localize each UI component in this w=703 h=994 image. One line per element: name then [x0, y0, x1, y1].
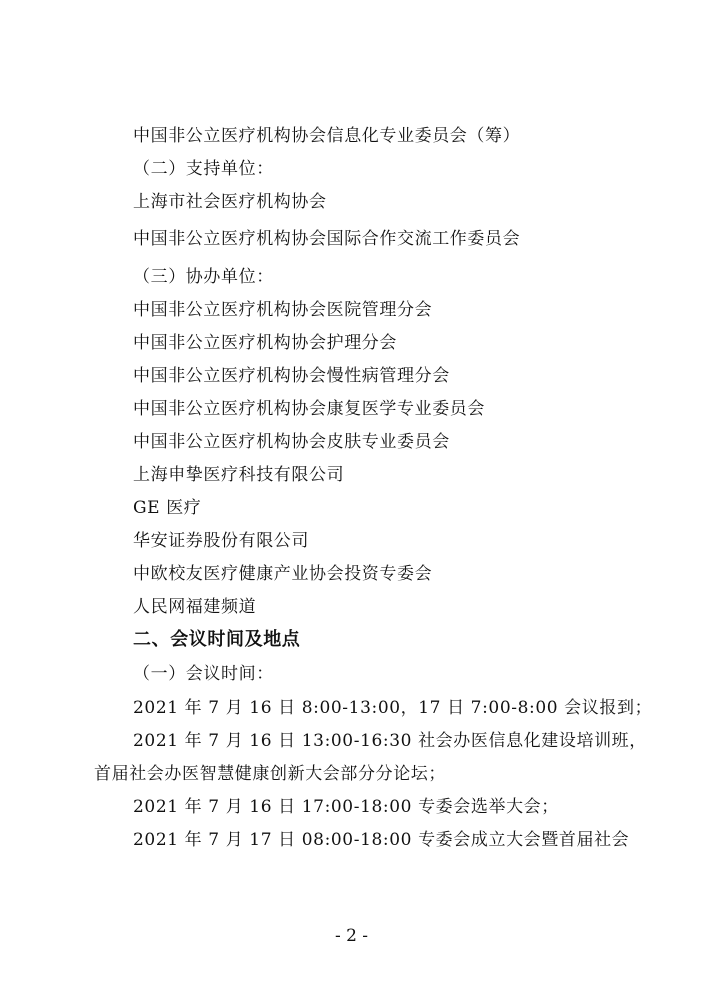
support-item: 中国非公立医疗机构协会国际合作交流工作委员会: [133, 229, 521, 249]
co-organizer-item: 华安证券股份有限公司: [133, 531, 309, 551]
schedule-line: 2021 年 7 月 16 日 17:00-18:00 专委会选举大会；: [133, 797, 559, 817]
co-organizer-item: GE 医疗: [133, 498, 202, 518]
schedule-line: 2021 年 7 月 16 日 8:00-13:00，17 日 7:00-8:00 会议报到；: [133, 698, 653, 718]
co-organizer-item: 中国非公立医疗机构协会皮肤专业委员会: [133, 432, 450, 452]
page-number: - 2 -: [334, 926, 369, 946]
co-organizer-item: 中国非公立医疗机构协会医院管理分会: [133, 300, 433, 320]
co-organizer-item: 中国非公立医疗机构协会慢性病管理分会: [133, 366, 450, 386]
support-title: （二）支持单位：: [133, 159, 274, 179]
schedule-line-continuation: 首届社会办医智慧健康创新大会部分分论坛；: [94, 764, 446, 784]
co-organizer-item: 上海申挚医疗科技有限公司: [133, 465, 345, 485]
support-item: 上海市社会医疗机构协会: [133, 192, 327, 212]
co-organizer-item: 中国非公立医疗机构协会护理分会: [133, 333, 397, 353]
co-organizer-item: 人民网福建频道: [133, 597, 257, 617]
co-organizer-item: 中欧校友医疗健康产业协会投资专委会: [133, 564, 433, 584]
co-organizers-title: （三）协办单位：: [133, 267, 274, 287]
schedule-line: 2021 年 7 月 17 日 08:00-18:00 专委会成立大会暨首届社会: [133, 830, 630, 850]
co-organizer-item: 中国非公立医疗机构协会康复医学专业委员会: [133, 399, 485, 419]
section-subtitle: （一）会议时间：: [133, 664, 274, 684]
schedule-line: 2021 年 7 月 16 日 13:00-16:30 社会办医信息化建设培训班，: [133, 731, 647, 751]
header-org: 中国非公立医疗机构协会信息化专业委员会（筹）: [133, 126, 521, 146]
section-heading: 二、会议时间及地点: [133, 629, 301, 650]
